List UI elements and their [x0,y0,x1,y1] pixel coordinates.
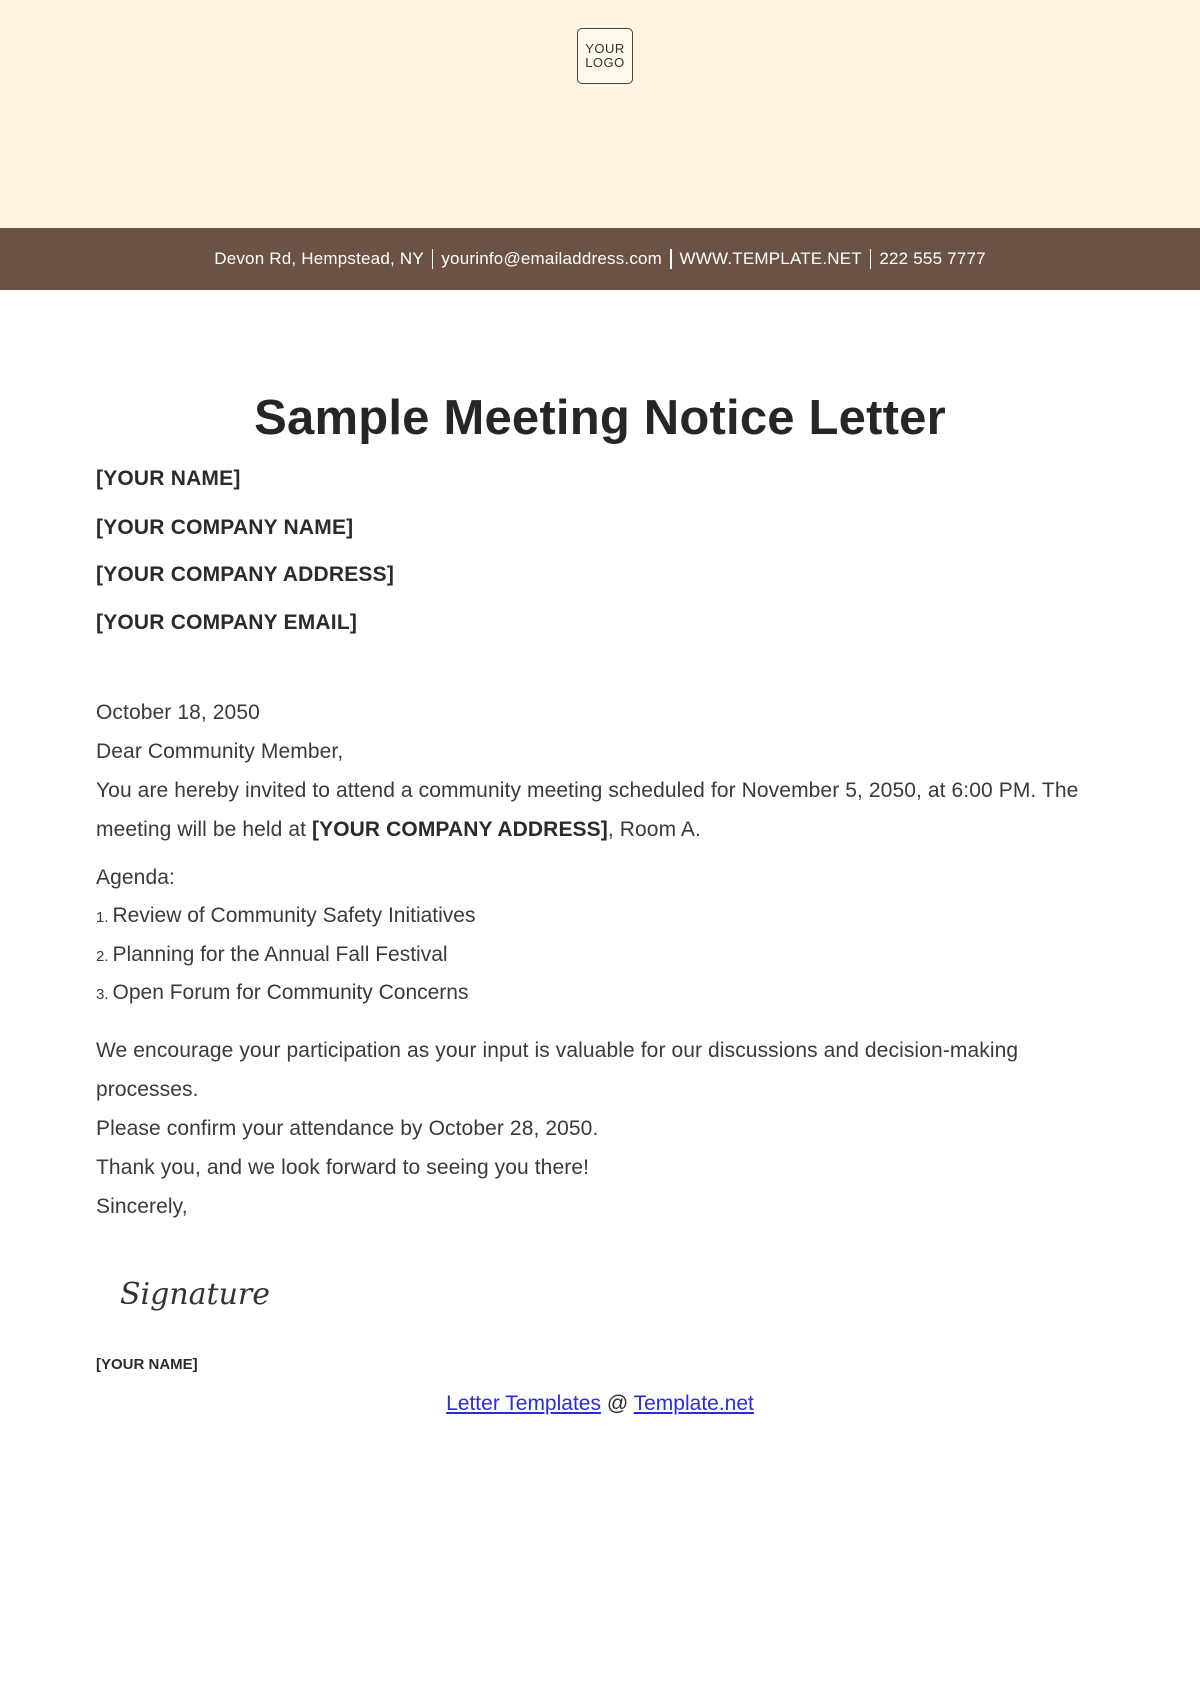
sender-company: [YOUR COMPANY NAME] [96,516,354,539]
agenda-number: 1. [96,909,109,926]
divider [670,249,672,269]
sender-address: [YOUR COMPANY ADDRESS] [96,563,395,586]
agenda-text: Open Forum for Community Concerns [112,981,469,1004]
divider [432,249,434,269]
contact-website: WWW.TEMPLATE.NET [679,249,862,268]
sender-email: [YOUR COMPANY EMAIL] [96,611,358,634]
footer-at: @ [606,1392,629,1415]
contact-address: Devon Rd, Hempstead, NY [214,249,424,268]
agenda-item [96,904,475,928]
page-title: Sample Meeting Notice Letter [254,391,946,445]
confirm-line: Please confirm your attendance by October 28, 2050. [96,1117,599,1140]
invite-text: You are hereby invited to attend a community meeting scheduled for November 5, 2050, at 6:00 PM. The meeting will be held at [96,779,1079,841]
agenda-label: Agenda: [96,866,175,889]
agenda-item [96,981,468,1005]
contact-email: yourinfo@emailaddress.com [441,249,663,268]
letter-date: October 18, 2050 [96,701,260,724]
encourage-paragraph: We encourage your participation as your input is valuable for our discussions and decision-making processes. [96,1039,1019,1101]
logo-text-line1: YOUR [585,41,625,56]
signature-text: Signature [120,1277,271,1312]
invite-location: [YOUR COMPANY ADDRESS] [312,818,608,841]
closing-line: Sincerely, [96,1195,188,1218]
invite-paragraph [96,771,1106,849]
agenda-text: Planning for the Annual Fall Festival [112,943,448,966]
letter-greeting: Dear Community Member, [96,740,344,763]
footer-links [0,1392,1200,1416]
agenda-item [96,943,448,967]
signer-name: [YOUR NAME] [96,1356,198,1373]
logo-text-line2: LOGO [585,55,625,70]
template-net-link[interactable]: Template.net [633,1392,754,1415]
contact-bar [0,228,1200,290]
signature-image [118,1262,278,1322]
divider [870,249,872,269]
sender-name: [YOUR NAME] [96,467,241,490]
agenda-number: 2. [96,948,109,965]
company-logo [577,28,633,84]
contact-phone: 222 555 7777 [879,249,986,268]
invite-suffix: , Room A. [607,818,701,841]
agenda-text: Review of Community Safety Initiatives [112,904,476,927]
agenda-number: 3. [96,986,109,1003]
letter-templates-link[interactable]: Letter Templates [446,1392,601,1415]
thanks-line: Thank you, and we look forward to seeing you there! [96,1156,590,1179]
